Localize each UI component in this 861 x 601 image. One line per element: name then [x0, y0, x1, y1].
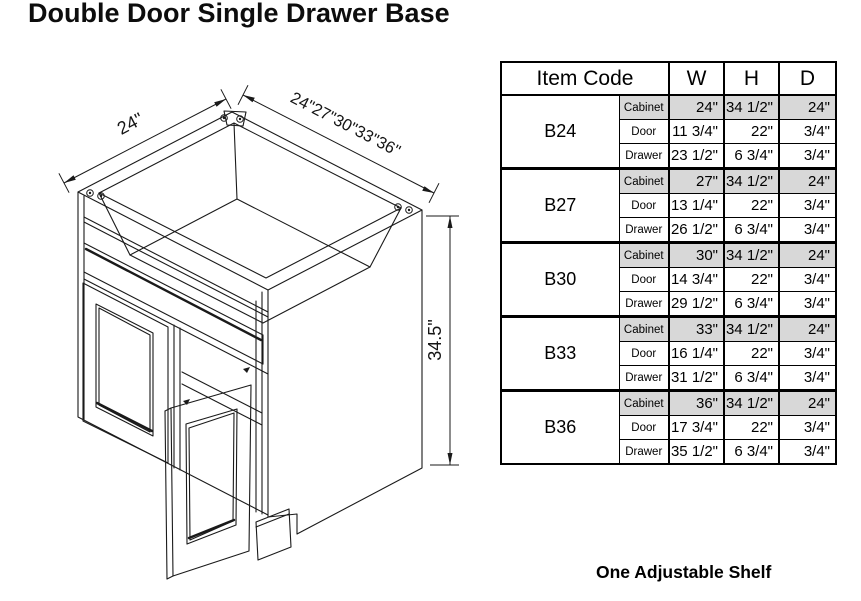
value-cell: 6 3/4" [724, 366, 779, 391]
value-cell: 35 1/2" [669, 440, 724, 465]
value-cell: 3/4" [779, 218, 836, 243]
table-row [501, 95, 836, 120]
row-label-cell: Door [619, 194, 669, 218]
value-cell: 3/4" [779, 416, 836, 440]
item-code-cell: B30 [501, 243, 619, 317]
item-code-cell: B33 [501, 317, 619, 391]
value-cell: 6 3/4" [724, 144, 779, 169]
value-cell: 6 3/4" [724, 218, 779, 243]
table-row [501, 391, 836, 416]
value-cell: 24" [669, 95, 724, 120]
dim-height-label: 34.5" [425, 319, 445, 361]
row-label-cell: Door [619, 342, 669, 366]
value-cell: 3/4" [779, 194, 836, 218]
value-cell: 24" [779, 169, 836, 194]
value-cell: 31 1/2" [669, 366, 724, 391]
value-cell: 3/4" [779, 268, 836, 292]
table-header-row [501, 62, 836, 95]
row-label-cell: Drawer [619, 366, 669, 391]
value-cell: 34 1/2" [724, 391, 779, 416]
value-cell: 22" [724, 194, 779, 218]
row-label-cell: Door [619, 416, 669, 440]
value-cell: 3/4" [779, 292, 836, 317]
cabinet-line-art [78, 108, 422, 579]
value-cell: 34 1/2" [724, 95, 779, 120]
row-label-cell: Cabinet [619, 95, 669, 120]
value-cell: 22" [724, 268, 779, 292]
value-cell: 23 1/2" [669, 144, 724, 169]
value-cell: 34 1/2" [724, 169, 779, 194]
row-label-cell: Drawer [619, 144, 669, 169]
item-code-cell: B36 [501, 391, 619, 465]
table-row [501, 169, 836, 194]
value-cell: 22" [724, 342, 779, 366]
table-row [501, 243, 836, 268]
value-cell: 3/4" [779, 144, 836, 169]
row-label-cell: Cabinet [619, 317, 669, 342]
value-cell: 34 1/2" [724, 243, 779, 268]
row-label-cell: Door [619, 120, 669, 144]
row-label-cell: Drawer [619, 218, 669, 243]
value-cell: 13 1/4" [669, 194, 724, 218]
row-label-cell: Cabinet [619, 243, 669, 268]
value-cell: 22" [724, 416, 779, 440]
value-cell: 24" [779, 243, 836, 268]
dim-width-options-label: 24"27"30"33"36" [287, 88, 404, 161]
value-cell: 30" [669, 243, 724, 268]
value-cell: 26 1/2" [669, 218, 724, 243]
row-label-cell: Door [619, 268, 669, 292]
spec-table [500, 61, 837, 465]
hinge-marks [183, 367, 250, 405]
value-cell: 36" [669, 391, 724, 416]
value-cell: 33" [669, 317, 724, 342]
value-cell: 3/4" [779, 366, 836, 391]
dim-depth-label: 24" [113, 108, 147, 139]
value-cell: 24" [779, 391, 836, 416]
item-code-cell: B24 [501, 95, 619, 169]
row-label-cell: Drawer [619, 440, 669, 465]
value-cell: 17 3/4" [669, 416, 724, 440]
header-w: W [669, 62, 724, 95]
header-d: D [779, 62, 836, 95]
value-cell: 3/4" [779, 120, 836, 144]
value-cell: 16 1/4" [669, 342, 724, 366]
value-cell: 6 3/4" [724, 440, 779, 465]
value-cell: 11 3/4" [669, 120, 724, 144]
value-cell: 3/4" [779, 440, 836, 465]
header-item-code: Item Code [501, 62, 669, 95]
value-cell: 24" [779, 317, 836, 342]
item-code-cell: B27 [501, 169, 619, 243]
value-cell: 22" [724, 120, 779, 144]
row-label-cell: Drawer [619, 292, 669, 317]
page-title: Double Door Single Drawer Base [28, 0, 450, 28]
value-cell: 27" [669, 169, 724, 194]
value-cell: 6 3/4" [724, 292, 779, 317]
adjustable-shelf-note: One Adjustable Shelf [596, 562, 772, 582]
header-h: H [724, 62, 779, 95]
value-cell: 29 1/2" [669, 292, 724, 317]
table-row [501, 317, 836, 342]
row-label-cell: Cabinet [619, 391, 669, 416]
value-cell: 34 1/2" [724, 317, 779, 342]
value-cell: 3/4" [779, 342, 836, 366]
value-cell: 24" [779, 95, 836, 120]
value-cell: 14 3/4" [669, 268, 724, 292]
row-label-cell: Cabinet [619, 169, 669, 194]
